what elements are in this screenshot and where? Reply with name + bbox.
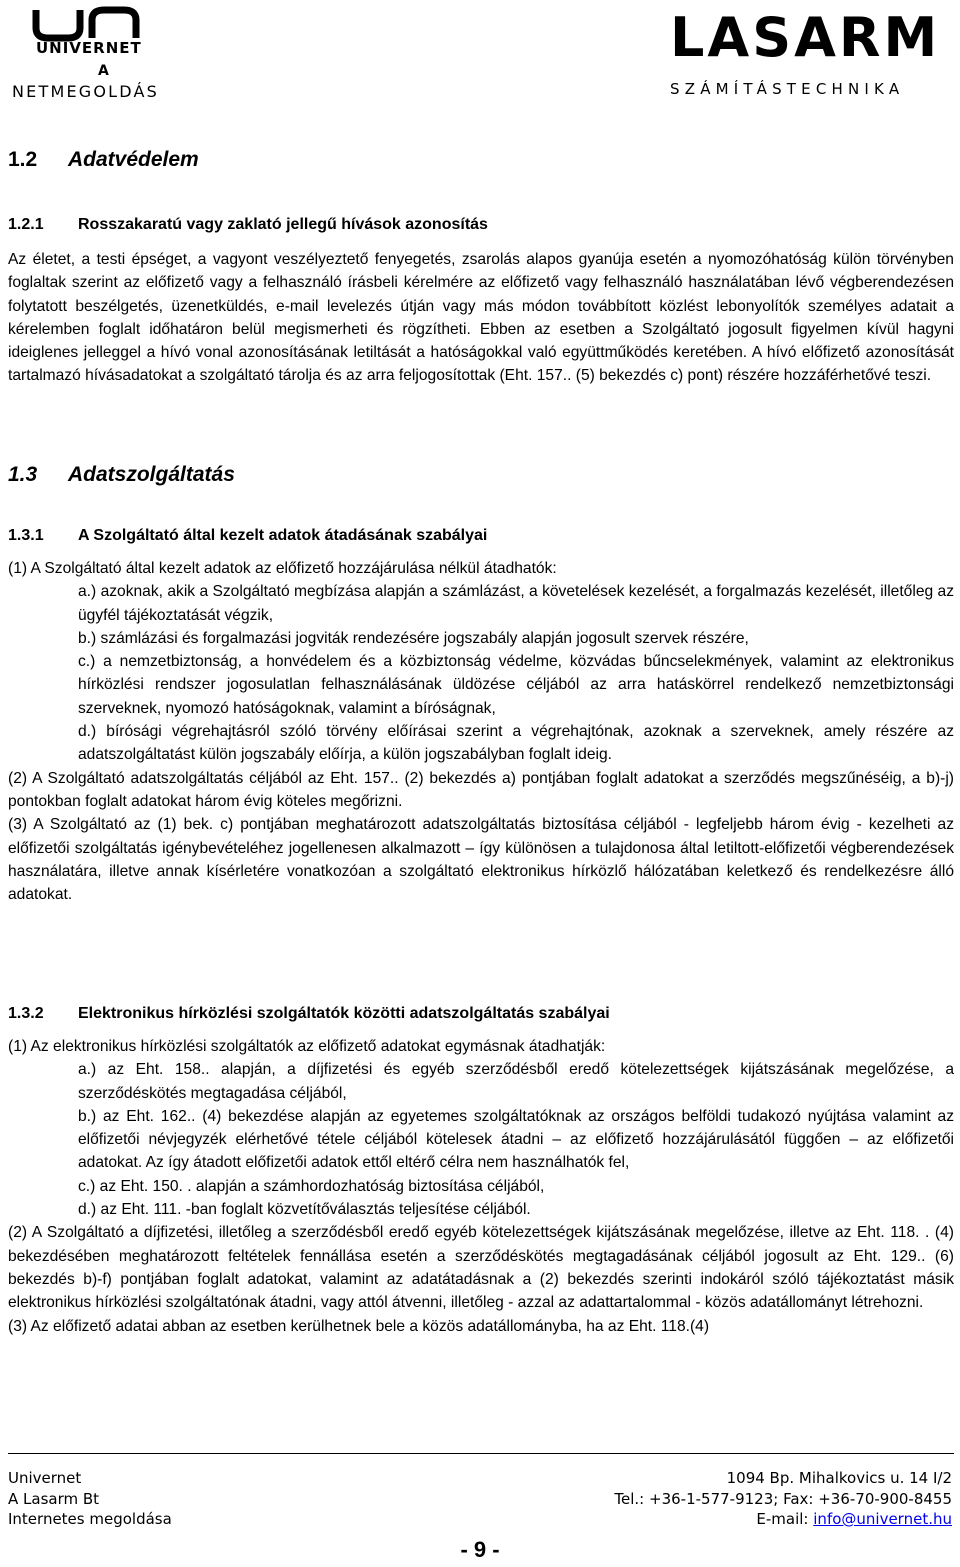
logo-connector: A bbox=[98, 63, 109, 79]
paragraph-2: (2) A Szolgáltató adatszolgáltatás céljából az Eht. 157.. (2) bekezdés a) pontjában foglalt adatokat a szerződés megszűnéséig, a b)-j) pontokban foglalt adatokat három évig köteles megőrizni. bbox=[8, 769, 954, 810]
footer-divider bbox=[8, 1453, 954, 1454]
paragraph-adatok-atadasa bbox=[8, 557, 954, 906]
univernet-logo bbox=[8, 4, 198, 100]
logo-univernet-name: UNIVERNET bbox=[36, 39, 142, 57]
footer-phone-fax: Tel.: +36-1-577-9123; Fax: +36-70-900-8455 bbox=[614, 1489, 952, 1508]
list-item-c: c.) a nemzetbiztonság, a honvédelem és a közbiztonság védelme, közvádas bűncselekmények, valamint az elektronikus hírközlési rendszer jogosulatlan felhasználásának üldözése céljából az arra hatáskörrel rendelkező nemzetbiztonsági szerveknek, nyomozó hatóságoknak, valamint a bíróságnak, bbox=[78, 653, 954, 717]
footer-contact bbox=[614, 1468, 952, 1530]
logo-szamitastechnika: SZÁMÍTÁSTECHNIKA bbox=[670, 80, 905, 98]
subsection-number: 1.2.1 bbox=[8, 216, 44, 233]
subsection-number: 1.3.1 bbox=[8, 527, 44, 544]
footer-email-link[interactable]: info@univernet.hu bbox=[813, 1510, 952, 1528]
section-number: 1.2 bbox=[8, 148, 38, 171]
footer-email-label: E-mail: bbox=[756, 1510, 814, 1528]
footer-email-line bbox=[614, 1509, 952, 1530]
subsection-title: Elektronikus hírközlési szolgáltatók közötti adatszolgáltatás szabályai bbox=[78, 1005, 610, 1022]
subsection-heading-1-3-2 bbox=[8, 1005, 610, 1023]
footer-company-line-1: Univernet bbox=[8, 1469, 82, 1487]
list-item-a: a.) azoknak, akik a Szolgáltató megbízása alapján a számlázást, a követelések kezelését, a forgalmazás kezelését, illetőleg az ügyfél tájékoztatását végzik, bbox=[78, 583, 954, 624]
subsection-number: 1.3.2 bbox=[8, 1005, 44, 1022]
subsection-heading-1-2-1 bbox=[8, 216, 488, 234]
list-item-d: d.) bírósági végrehajtásról szóló törvény előírásai szerint a végrehajtónak, azoknak a szerveknek, amely részére az adatszolgáltatást külön jogszabály előírja, a külön jogszabályban foglalt ideig. bbox=[78, 723, 954, 764]
list-item-c: c.) az Eht. 150. . alapján a számhordozhatóság biztosítása céljából, bbox=[78, 1177, 545, 1195]
list-item-a: a.) az Eht. 158.. alapján, a díjfizetési és egyéb szerződésből eredő kötelezettségek kijátszásának megelőzése, a szerződéskötés megtagadása céljából, bbox=[78, 1061, 954, 1102]
footer-company bbox=[8, 1468, 172, 1530]
paragraph-szolgaltatok-kozotti bbox=[8, 1035, 954, 1338]
list-item-b: b.) számlázási és forgalmazási jogviták rendezésére jogszabály alapján jogosult szervek részére, bbox=[78, 629, 749, 647]
subsection-title: Rosszakaratú vagy zaklató jellegű hívások azonosítás bbox=[78, 216, 488, 233]
subsection-title: A Szolgáltató által kezelt adatok átadásának szabályai bbox=[78, 527, 488, 544]
page-number: - 9 - bbox=[460, 1537, 500, 1562]
lasarm-logo bbox=[668, 6, 954, 98]
intro-text: (1) Az elektronikus hírközlési szolgáltatók az előfizető adatokat egymásnak átadhatják: bbox=[8, 1038, 606, 1055]
footer-address: 1094 Bp. Mihalkovics u. 14 I/2 bbox=[726, 1469, 952, 1487]
section-heading-1-3 bbox=[8, 463, 235, 487]
footer-company-line-3: Internetes megoldása bbox=[8, 1510, 172, 1528]
section-title: Adatvédelem bbox=[68, 148, 199, 171]
paragraph-3: (3) Az előfizető adatai abban az esetben kerülhetnek bele a közös adatállományba, ha az Eht. 118.(4) bbox=[8, 1317, 710, 1335]
subsection-heading-1-3-1 bbox=[8, 527, 487, 545]
section-title: Adatszolgáltatás bbox=[68, 463, 235, 486]
paragraph-hivasok-azonositasa bbox=[8, 248, 954, 388]
list-item-d: d.) az Eht. 111. -ban foglalt közvetítőválasztás teljesítése céljából. bbox=[78, 1201, 531, 1219]
list-item-b: b.) az Eht. 162.. (4) bekezdése alapján az egyetemes szolgáltatóknak az országos belföldi tudakozó nyújtása valamint az előfizetői névjegyzék elérhetővé tétele céljából kötelesek átadni – az előfizető hozzájárulásától függően – az előfizetői adatokat. Az így átadott előfizetői adatok ettől eltérő célra nem használhatók fel, bbox=[78, 1107, 954, 1172]
paragraph-3: (3) A Szolgáltató az (1) bek. c) pontjában meghatározott adatszolgáltatás biztosítása céljából - legfeljebb három évig - kezelheti az előfizetői szolgáltatás igénybevételéhez jogellenesen alkalmazott – így különösen a tulajdonosa által letiltott-előfizetői végberendezések használatára, illetve annak kísérletére vonatkozóan a szolgáltató elektronikus hírközlő hálózatában keletkező és rendelkezésre álló adatokat. bbox=[8, 816, 954, 904]
intro-text: (1) A Szolgáltató által kezelt adatok az előfizető hozzájárulása nélkül átadhatók: bbox=[8, 560, 557, 577]
logo-netmegoldas: NETMEGOLDÁS bbox=[12, 82, 160, 100]
logo-lasarm-name: LASARM bbox=[670, 6, 941, 69]
section-heading-1-2 bbox=[8, 148, 199, 172]
footer-company-line-2: A Lasarm Bt bbox=[8, 1489, 100, 1508]
paragraph-text: Az életet, a testi épséget, a vagyont veszélyeztető fenyegetés, zsarolás alapos gyanúja esetén a nyomozóhatóság külön törvényben foglaltak szerint az előfizető vagy a felhasználó írásbeli kérelmére az előfizető vagy felhasználó használatában lévő végberendezésen folytatott beszélgetés, üzenetküldés, e-mail levelezés útján vagy más módon továbbított közlést lebonyolítók személyes adatait a kérelemben foglalt időhatáron belül megismerheti és rögzítheti. Ebben az esetben a Szolgáltató jogosult figyelmen kívül hagyni ideiglenes jelleggel a hívó vonal azonosításának letiltását a hatóságokkal való együttműködés keretében. A hívó előfizető azonosítását tartalmazó hívásadatokat a szolgáltató tárolja és az arra feljogosítottak (Eht. 157.. (5) bekezdés c) pont) részére hozzáférhetővé teszi. bbox=[8, 251, 954, 385]
paragraph-2: (2) A Szolgáltató a díjfizetési, illetőleg a szerződésből eredő egyéb kötelezettségek kijátszásának megelőzése, illetve az Eht. 118. . (4) bekezdésében meghatározott feltételek fennállása esetén a szerződéskötés megtagadásának céljából jogosult az Eht. 129.. (6) bekezdés b)-f) pontjában foglalt adatokat, valamint az adatátadásnak a (2) bekezdés szerinti indokáról szóló tájékoztatást másik elektronikus hírközlési szolgáltatónak átadni, vagy attól átvenni, illetőleg - azzal az adattartalommal - közös adatállományt létrehozni. bbox=[8, 1224, 954, 1312]
section-number: 1.3 bbox=[8, 463, 38, 486]
